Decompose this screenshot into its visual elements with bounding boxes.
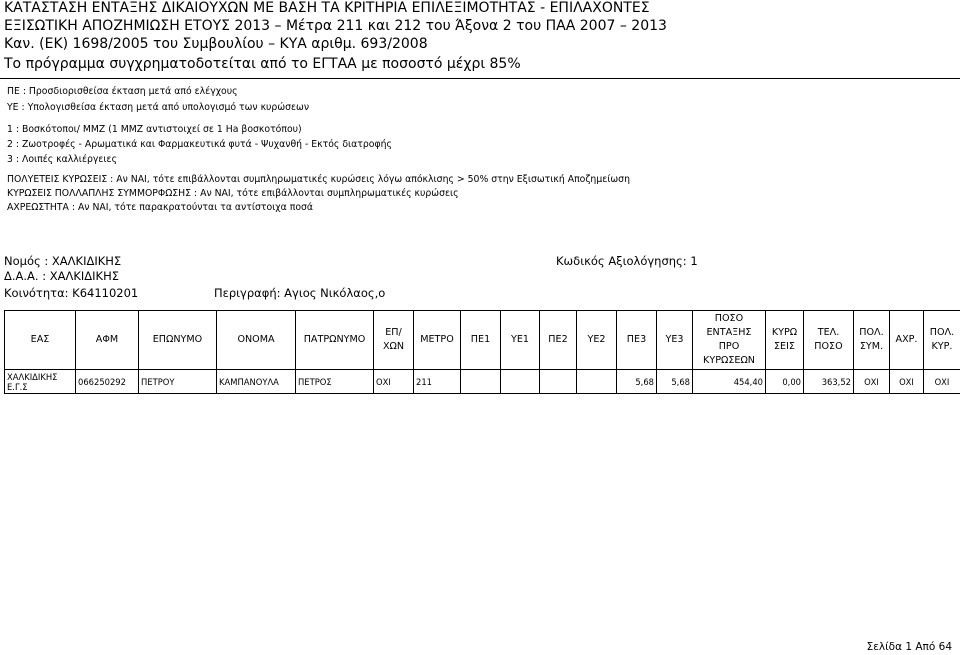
col-header-final-amount: ΤΕΛ. ΠΟΣΟ xyxy=(804,311,854,370)
col-header-amount-before-sanctions: ΠΟΣΟ ΕΝΤΑΞΗΣ ΠΡΟ ΚΥΡΩΣΕΩΝ xyxy=(693,311,766,370)
description-label: Περιγραφή: Αγιος Νικόλαος,ο xyxy=(214,286,386,300)
cell-cross-compliance: ΟΧΙ xyxy=(854,370,890,394)
title-line-2: ΕΞΙΣΩΤΙΚΗ ΑΠΟΖΗΜΙΩΣΗ ΕΤΟΥΣ 2013 – Μέτρα 211 και 212 του Άξονα 2 του ΠΑΑ 2007 – 2013 xyxy=(4,18,667,34)
col-header-surname: ΕΠΩΝΥΜΟ xyxy=(139,311,217,370)
cell-amount-before-sanctions: 454,40 xyxy=(693,370,766,394)
header-divider xyxy=(0,78,960,79)
cell-final-amount: 363,52 xyxy=(804,370,854,394)
cell-ye1 xyxy=(501,370,540,394)
table-header-row xyxy=(5,311,960,370)
legend-polyeteis: ΠΟΛΥΕΤΕΙΣ ΚΥΡΩΣΕΙΣ : Αν ΝΑΙ, τότε επιβάλλονται συμπληρωματικές κυρώσεις λόγω απόκλισης > 50% στην Εξισωτική Αποζημείωση xyxy=(7,174,630,185)
legend-pe: ΠΕ : Προσδιορισθείσα έκταση μετά από ελέγχους xyxy=(7,86,238,97)
title-line-4: Το πρόγραμμα συγχρηματοδοτείται από το ΕΓΤΑΑ με ποσοστό μέχρι 85% xyxy=(4,56,521,72)
title-line-1: ΚΑΤΑΣΤΑΣΗ ΕΝΤΑΞΗΣ ΔΙΚΑΙΟΥΧΩΝ ΜΕ ΒΑΣΗ ΤΑ ΚΡΙΤΗΡΙΑ ΕΠΙΛΕΞΙΜΟΤΗΤΑΣ - ΕΠΙΛΑΧΟΝΤΕΣ xyxy=(4,0,650,16)
col-header-pe2: ΠΕ2 xyxy=(540,311,577,370)
cell-undue: ΟΧΙ xyxy=(890,370,924,394)
legend-category-2: 2 : Ζωοτροφές - Αρωματικά και Φαρμακευτικά φυτά - Ψυχανθή - Εκτός διατροφής xyxy=(7,139,392,150)
cell-name: ΚΑΜΠΑΝΟΥΛΑ xyxy=(217,370,296,394)
col-header-multiyear-sanctions: ΠΟΛ. ΚΥΡ. xyxy=(924,311,960,370)
cell-patronymic: ΠΕΤΡΟΣ xyxy=(296,370,374,394)
cell-pe1 xyxy=(461,370,501,394)
legend-category-3: 3 : Λοιπές καλλιέργειες xyxy=(7,154,118,165)
col-header-measure: ΜΕΤΡΟ xyxy=(414,311,461,370)
col-header-cross-compliance: ΠΟΛ. ΣΥΜ. xyxy=(854,311,890,370)
cell-eas: ΧΑΛΚΙΔΙΚΗΣ Ε.Γ.Σ xyxy=(5,370,76,394)
page-number: Σελίδα 1 Από 64 xyxy=(866,641,952,653)
col-header-ye3: ΥΕ3 xyxy=(657,311,693,370)
table-row xyxy=(5,370,960,394)
evaluation-code-label: Κωδικός Αξιολόγησης: 1 xyxy=(556,254,698,268)
community-label: Κοινότητα: Κ64110201 xyxy=(4,286,139,300)
cell-afm: 066250292 xyxy=(76,370,139,394)
legend-pollaplis: ΚΥΡΩΣΕΙΣ ΠΟΛΛΑΠΛΗΣ ΣΥΜΜΟΡΦΩΣΗΣ : Αν ΝΑΙ, τότε επιβάλλονται συμπληρωματικές κυρώσεις xyxy=(7,188,459,199)
col-header-pe1: ΠΕ1 xyxy=(461,311,501,370)
cell-pe3: 5,68 xyxy=(617,370,657,394)
cell-pe2 xyxy=(540,370,577,394)
cell-runner-up: ΟΧΙ xyxy=(374,370,414,394)
col-header-afm: ΑΦΜ xyxy=(76,311,139,370)
col-header-eas: ΕΑΣ xyxy=(5,311,76,370)
col-header-pe3: ΠΕ3 xyxy=(617,311,657,370)
cell-measure: 211 xyxy=(414,370,461,394)
beneficiaries-table xyxy=(4,310,960,394)
daa-label: Δ.Α.Α. : ΧΑΛΚΙΔΙΚΗΣ xyxy=(4,269,120,283)
prefecture-label: Νομός : ΧΑΛΚΙΔΙΚΗΣ xyxy=(4,254,122,268)
cell-sanctions: 0,00 xyxy=(766,370,804,394)
legend-category-1: 1 : Βοσκότοποι/ ΜΜΖ (1 ΜΜΖ αντιστοιχεί σε 1 Ha βοσκοτόπου) xyxy=(7,124,302,135)
cell-surname: ΠΕΤΡΟΥ xyxy=(139,370,217,394)
col-header-runner-up: ΕΠ/ ΧΩΝ xyxy=(374,311,414,370)
title-line-3: Καν. (ΕΚ) 1698/2005 του Συμβουλίου – ΚΥΑ αριθμ. 693/2008 xyxy=(4,36,428,52)
col-header-sanctions: ΚΥΡΩ ΣΕΙΣ xyxy=(766,311,804,370)
legend-axreostita: ΑΧΡΕΩΣΤΗΤΑ : Αν ΝΑΙ, τότε παρακρατούνται τα αντίστοιχα ποσά xyxy=(7,202,314,213)
col-header-name: ΟΝΟΜΑ xyxy=(217,311,296,370)
col-header-undue: ΑΧΡ. xyxy=(890,311,924,370)
cell-multiyear-sanctions: ΟΧΙ xyxy=(924,370,960,394)
col-header-ye2: ΥΕ2 xyxy=(577,311,617,370)
col-header-patronymic: ΠΑΤΡΩΝΥΜΟ xyxy=(296,311,374,370)
legend-ye: ΥΕ : Υπολογισθείσα έκταση μετά από υπολογισμό των κυρώσεων xyxy=(7,102,310,113)
cell-ye2 xyxy=(577,370,617,394)
col-header-ye1: ΥΕ1 xyxy=(501,311,540,370)
cell-ye3: 5,68 xyxy=(657,370,693,394)
